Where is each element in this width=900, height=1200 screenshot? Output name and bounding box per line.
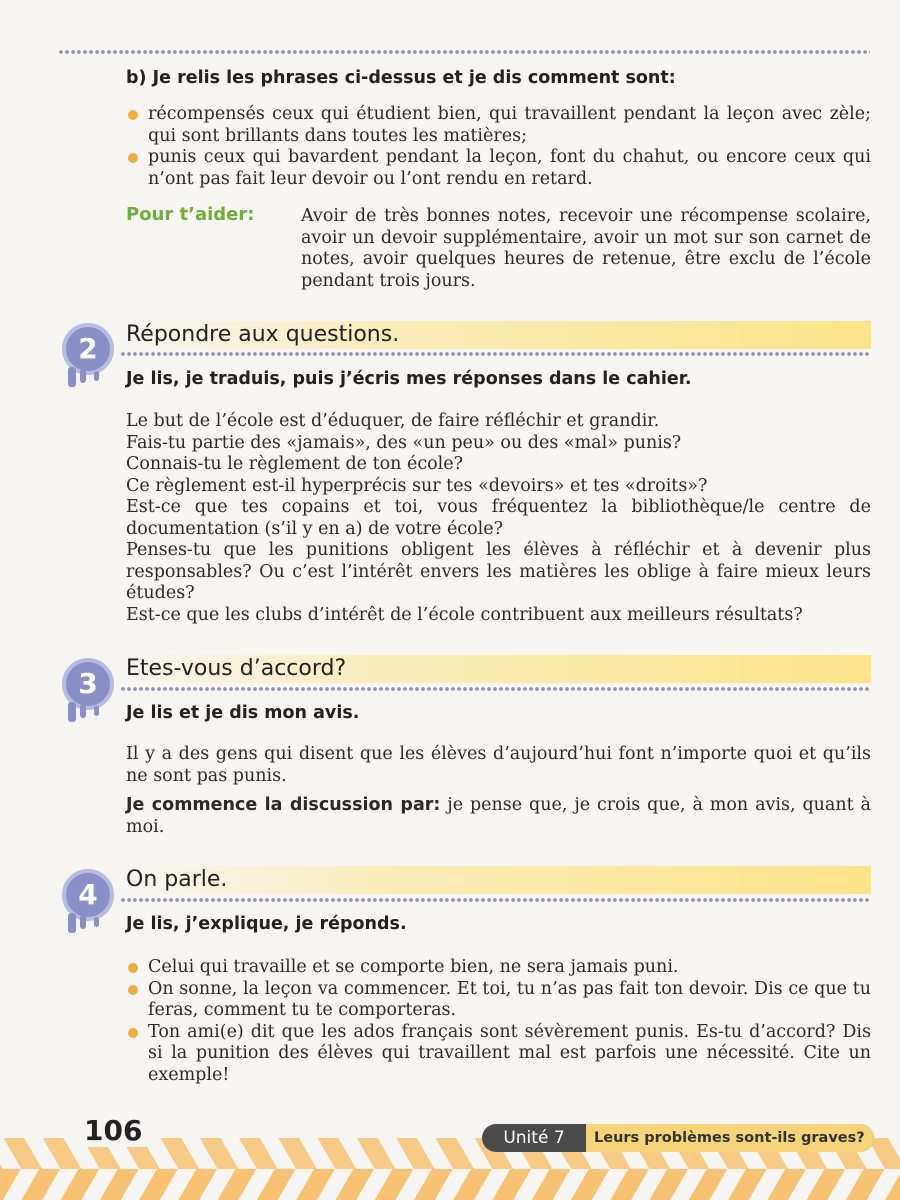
bullet-icon: [128, 153, 138, 163]
section-3-text: Il y a des gens qui disent que les élèves d’aujourd’hui font n’importe quoi et qu’ils ne sont pas punis.: [126, 744, 871, 786]
section-3-discussion: [126, 795, 871, 838]
question-line: Est-ce que les clubs d’intérêt de l’école contribuent aux meilleurs résultats?: [126, 604, 803, 625]
footer-chevron-pattern-lower: [0, 1169, 900, 1200]
help-label: Pour t’aider:: [126, 204, 255, 225]
section-4-bullet-list: [126, 957, 871, 1086]
section-number: 4: [78, 878, 98, 911]
question-line: Ce règlement est-il hyperprécis sur tes «devoirs» et tes «droits»?: [126, 475, 708, 496]
top-dotted-rule: [58, 49, 870, 55]
section-4-instruction: Je lis, j’explique, je réponds.: [126, 914, 407, 934]
section-2-dotted-rule: [120, 351, 870, 357]
unit-title: Leurs problèmes sont-ils graves?: [586, 1124, 874, 1152]
bullet-icon: [128, 1028, 138, 1038]
section-4-dotted-rule: [120, 897, 870, 903]
help-text: Avoir de très bonnes notes, recevoir une récompense scolaire, avoir un devoir supplémentaire, avoir un mot sur son carnet de notes, avoir quelques heures de retenue, être exclu de l’école pendant trois jours.: [301, 206, 871, 291]
bullet-icon: [128, 110, 138, 120]
section-4-title: On parle.: [126, 866, 871, 894]
unit-label: Unité 7: [503, 1128, 565, 1148]
list-item: récompensés ceux qui étudient bien, qui travaillent pendant la leçon avec zèle; qui sont brillants dans toutes les matières;: [126, 104, 871, 147]
section-b-instruction: b) Je relis les phrases ci-dessus et je dis comment sont:: [126, 68, 676, 88]
question-line: Le but de l’école est d’éduquer, de faire réfléchir et grandir.: [126, 411, 660, 431]
discussion-text: je pense que, je crois que, à mon avis, quant à moi.: [126, 795, 871, 837]
question-line: Fais-tu partie des «jamais», des «un peu» ou des «mal» punis?: [126, 432, 682, 453]
section-2-badge: [60, 323, 118, 381]
list-item: Ton ami(e) dit que les ados français sont sévèrement punis. Es-tu d’accord? Dis si la punition des élèves qui travaillent mal est parfois une nécessité. Cite un exemple!: [126, 1022, 871, 1087]
section-3-instruction: Je lis et je dis mon avis.: [126, 703, 360, 723]
bullet-icon: [128, 985, 138, 995]
section-4-badge: [60, 869, 118, 927]
list-item: Celui qui travaille et se comporte bien, ne sera jamais puni.: [126, 957, 871, 979]
unit-banner: [482, 1124, 874, 1152]
section-number: 2: [78, 332, 98, 365]
section-3-dotted-rule: [120, 686, 870, 692]
list-item: On sonne, la leçon va commencer. Et toi, tu n’as pas fait ton devoir. Dis ce que tu feras, comment tu te comporteras.: [126, 979, 871, 1022]
section-3-title: Etes-vous d’accord?: [126, 655, 871, 683]
section-number: 3: [78, 667, 98, 700]
section-2-questions: [126, 411, 871, 626]
section-2-instruction: Je lis, je traduis, puis j’écris mes réponses dans le cahier.: [126, 369, 692, 389]
page-number: 106: [80, 1114, 146, 1147]
list-item: punis ceux qui bavardent pendant la leçon, font du chahut, ou encore ceux qui n’ont pas fait leur devoir ou l’ont rendu en retard.: [126, 147, 871, 190]
section-3-badge: [60, 658, 118, 716]
bullet-icon: [128, 963, 138, 973]
section-2-title: Répondre aux questions.: [126, 321, 871, 349]
question-line: Est-ce que tes copains et toi, vous fréquentez la bibliothèque/le centre de documentation (s’il y en a) de votre école?: [126, 497, 871, 539]
question-line: Connais-tu le règlement de ton école?: [126, 454, 464, 474]
section-b-bullet-list: [126, 104, 871, 190]
discussion-label: Je commence la discussion par:: [126, 795, 441, 815]
question-line: Penses-tu que les punitions obligent les élèves à réfléchir et à devenir plus responsables? Ou c’est l’intérêt envers les matières les oblige à faire mieux leurs études?: [126, 540, 871, 603]
